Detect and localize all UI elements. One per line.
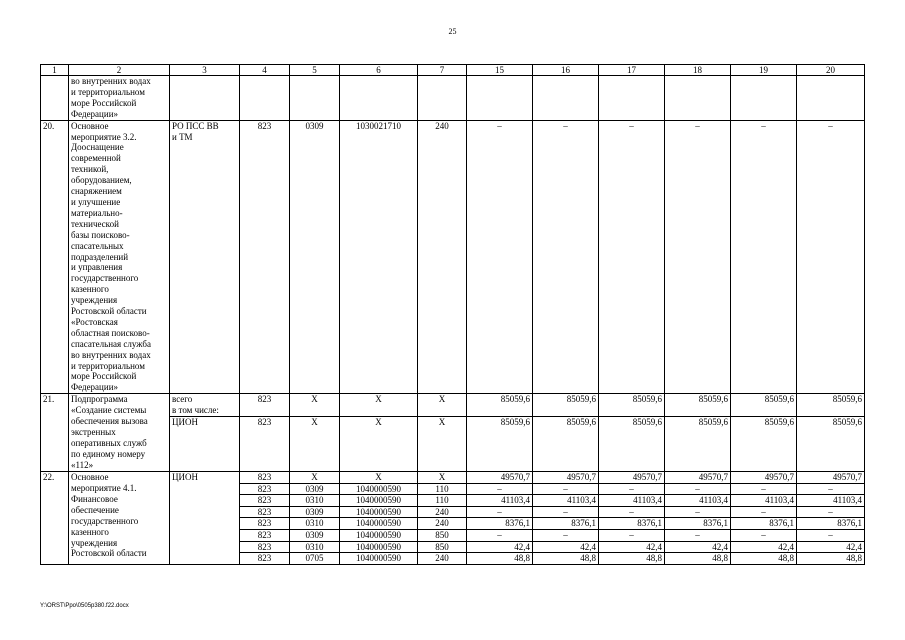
cell-value: – bbox=[797, 120, 865, 394]
column-header: 4 bbox=[240, 65, 290, 76]
column-header: 1 bbox=[41, 65, 69, 76]
cell-vr: 110 bbox=[418, 483, 467, 495]
cell-value: – bbox=[665, 506, 731, 518]
cell-grbs: 823 bbox=[240, 530, 290, 542]
cell-csr: Х bbox=[340, 394, 418, 417]
cell-rzpr: 0310 bbox=[290, 541, 340, 553]
cell-value: – bbox=[731, 120, 797, 394]
cell-value bbox=[467, 76, 533, 121]
row-number: 22. bbox=[41, 472, 69, 565]
cell-value: 49570,7 bbox=[797, 472, 865, 484]
cell-rzpr: 0310 bbox=[290, 495, 340, 507]
table-row bbox=[41, 76, 865, 121]
cell-value: 85059,6 bbox=[599, 417, 665, 472]
cell-value bbox=[797, 76, 865, 121]
cell-grbs: 823 bbox=[240, 541, 290, 553]
cell-value: 41103,4 bbox=[467, 495, 533, 507]
row-executor: ЦИОН bbox=[170, 417, 240, 472]
cell-value: – bbox=[599, 506, 665, 518]
row-description: во внутренних водах и территориальном море Российской Федерации» bbox=[69, 76, 170, 121]
cell-grbs: 823 bbox=[240, 120, 290, 394]
cell-value: 85059,6 bbox=[599, 394, 665, 417]
cell-value bbox=[665, 76, 731, 121]
cell-value: 85059,6 bbox=[533, 394, 599, 417]
column-header: 20 bbox=[797, 65, 865, 76]
cell-grbs: 823 bbox=[240, 483, 290, 495]
cell-value: – bbox=[533, 530, 599, 542]
cell-csr: Х bbox=[340, 472, 418, 484]
cell-value: 85059,6 bbox=[665, 394, 731, 417]
cell-csr: 1040000590 bbox=[340, 506, 418, 518]
cell-value bbox=[731, 76, 797, 121]
column-header: 16 bbox=[533, 65, 599, 76]
row-number: 21. bbox=[41, 394, 69, 472]
row-executor: всего в том числе: bbox=[170, 394, 240, 417]
cell-vr bbox=[418, 76, 467, 121]
cell-value: – bbox=[731, 483, 797, 495]
cell-grbs: 823 bbox=[240, 472, 290, 484]
row-number bbox=[41, 76, 69, 121]
cell-value: – bbox=[467, 483, 533, 495]
cell-grbs: 823 bbox=[240, 553, 290, 565]
cell-value: 42,4 bbox=[533, 541, 599, 553]
column-header: 19 bbox=[731, 65, 797, 76]
cell-value: – bbox=[467, 120, 533, 394]
cell-value: – bbox=[467, 506, 533, 518]
cell-value: 48,8 bbox=[467, 553, 533, 565]
cell-value: 49570,7 bbox=[665, 472, 731, 484]
column-header: 2 bbox=[69, 65, 170, 76]
cell-value: – bbox=[467, 530, 533, 542]
cell-rzpr: 0309 bbox=[290, 483, 340, 495]
cell-value: – bbox=[731, 506, 797, 518]
cell-csr: Х bbox=[340, 417, 418, 472]
cell-value: – bbox=[797, 483, 865, 495]
cell-vr: 850 bbox=[418, 541, 467, 553]
column-header: 15 bbox=[467, 65, 533, 76]
cell-vr: 240 bbox=[418, 518, 467, 530]
cell-value: 49570,7 bbox=[533, 472, 599, 484]
cell-vr: 240 bbox=[418, 120, 467, 394]
cell-vr: 240 bbox=[418, 553, 467, 565]
cell-value: 85059,6 bbox=[731, 394, 797, 417]
cell-grbs: 823 bbox=[240, 495, 290, 507]
cell-value bbox=[533, 76, 599, 121]
cell-grbs: 823 bbox=[240, 394, 290, 417]
cell-value: 42,4 bbox=[797, 541, 865, 553]
cell-value: 49570,7 bbox=[467, 472, 533, 484]
cell-rzpr: 0309 bbox=[290, 530, 340, 542]
table-row bbox=[41, 472, 865, 484]
cell-value: – bbox=[731, 530, 797, 542]
column-header: 18 bbox=[665, 65, 731, 76]
cell-value: 85059,6 bbox=[533, 417, 599, 472]
cell-grbs: 823 bbox=[240, 518, 290, 530]
page-number: 25 bbox=[448, 27, 457, 36]
cell-rzpr: 0309 bbox=[290, 120, 340, 394]
file-path-footer: Y:\ORST\Ppo\0505p380.f22.docx bbox=[40, 603, 129, 609]
budget-table bbox=[40, 64, 865, 565]
column-number-row bbox=[41, 65, 865, 76]
row-description: Подпрограмма «Создание системы обеспечения вызова экстренных оперативных служб по единому номеру «112» bbox=[69, 394, 170, 472]
cell-grbs bbox=[240, 76, 290, 121]
cell-value: – bbox=[533, 120, 599, 394]
row-executor bbox=[170, 76, 240, 121]
cell-value: 48,8 bbox=[731, 553, 797, 565]
cell-value: 8376,1 bbox=[599, 518, 665, 530]
cell-csr: 1040000590 bbox=[340, 553, 418, 565]
cell-value: 8376,1 bbox=[665, 518, 731, 530]
cell-value: 41103,4 bbox=[731, 495, 797, 507]
cell-value: 49570,7 bbox=[731, 472, 797, 484]
cell-grbs: 823 bbox=[240, 417, 290, 472]
cell-rzpr: 0310 bbox=[290, 518, 340, 530]
cell-csr: 1040000590 bbox=[340, 495, 418, 507]
row-executor: ЦИОН bbox=[170, 472, 240, 565]
cell-value: – bbox=[599, 530, 665, 542]
cell-value: – bbox=[599, 120, 665, 394]
row-executor: РО ПСС ВВ и ТМ bbox=[170, 120, 240, 394]
column-header: 17 bbox=[599, 65, 665, 76]
cell-rzpr: Х bbox=[290, 472, 340, 484]
cell-value: 8376,1 bbox=[467, 518, 533, 530]
cell-vr: 110 bbox=[418, 495, 467, 507]
cell-value: 85059,6 bbox=[797, 417, 865, 472]
cell-csr: 1040000590 bbox=[340, 541, 418, 553]
cell-rzpr: Х bbox=[290, 394, 340, 417]
cell-value: – bbox=[599, 483, 665, 495]
cell-rzpr: Х bbox=[290, 417, 340, 472]
cell-value: 8376,1 bbox=[533, 518, 599, 530]
cell-value: 41103,4 bbox=[533, 495, 599, 507]
cell-value: – bbox=[665, 483, 731, 495]
cell-value: 85059,6 bbox=[467, 417, 533, 472]
cell-value: 48,8 bbox=[599, 553, 665, 565]
cell-csr: 1040000590 bbox=[340, 518, 418, 530]
cell-vr: 240 bbox=[418, 506, 467, 518]
cell-csr: 1030021710 bbox=[340, 120, 418, 394]
cell-value: 42,4 bbox=[467, 541, 533, 553]
cell-value: – bbox=[797, 530, 865, 542]
cell-vr: Х bbox=[418, 472, 467, 484]
cell-value: 41103,4 bbox=[797, 495, 865, 507]
cell-value: 8376,1 bbox=[731, 518, 797, 530]
row-description: Основное мероприятие 3.2. Дооснащение современной техникой, оборудованием, снаряжением и улучшение материально- технической базы поисково- спасательных подразделений и управления государственного казенного учреждения Ростовской области «Ростовская областная поисково- спасательная служба во внутренних водах и территориальном море Российской Федерации» bbox=[69, 120, 170, 394]
table-row bbox=[41, 120, 865, 394]
cell-value: – bbox=[665, 120, 731, 394]
cell-value: – bbox=[533, 483, 599, 495]
cell-value: – bbox=[797, 506, 865, 518]
cell-value: 48,8 bbox=[665, 553, 731, 565]
cell-value: 41103,4 bbox=[665, 495, 731, 507]
cell-grbs: 823 bbox=[240, 506, 290, 518]
cell-csr: 1040000590 bbox=[340, 530, 418, 542]
cell-value: 41103,4 bbox=[599, 495, 665, 507]
cell-value: 85059,6 bbox=[665, 417, 731, 472]
cell-rzpr: 0309 bbox=[290, 506, 340, 518]
cell-vr: Х bbox=[418, 417, 467, 472]
column-header: 5 bbox=[290, 65, 340, 76]
table-row bbox=[41, 394, 865, 417]
cell-value bbox=[599, 76, 665, 121]
cell-value: 48,8 bbox=[533, 553, 599, 565]
column-header: 3 bbox=[170, 65, 240, 76]
cell-value: 42,4 bbox=[665, 541, 731, 553]
cell-value: 85059,6 bbox=[467, 394, 533, 417]
cell-rzpr bbox=[290, 76, 340, 121]
row-number: 20. bbox=[41, 120, 69, 394]
cell-vr: 850 bbox=[418, 530, 467, 542]
column-header: 7 bbox=[418, 65, 467, 76]
cell-value: 42,4 bbox=[599, 541, 665, 553]
cell-value: – bbox=[665, 530, 731, 542]
row-description: Основное мероприятие 4.1. Финансовое обеспечение государственного казенного учреждения Ростовской области bbox=[69, 472, 170, 565]
column-header: 6 bbox=[340, 65, 418, 76]
cell-value: 49570,7 bbox=[599, 472, 665, 484]
cell-value: – bbox=[533, 506, 599, 518]
cell-csr: 1040000590 bbox=[340, 483, 418, 495]
cell-value: 48,8 bbox=[797, 553, 865, 565]
cell-value: 85059,6 bbox=[731, 417, 797, 472]
cell-csr bbox=[340, 76, 418, 121]
cell-vr: Х bbox=[418, 394, 467, 417]
cell-value: 8376,1 bbox=[797, 518, 865, 530]
cell-value: 85059,6 bbox=[797, 394, 865, 417]
cell-value: 42,4 bbox=[731, 541, 797, 553]
cell-rzpr: 0705 bbox=[290, 553, 340, 565]
